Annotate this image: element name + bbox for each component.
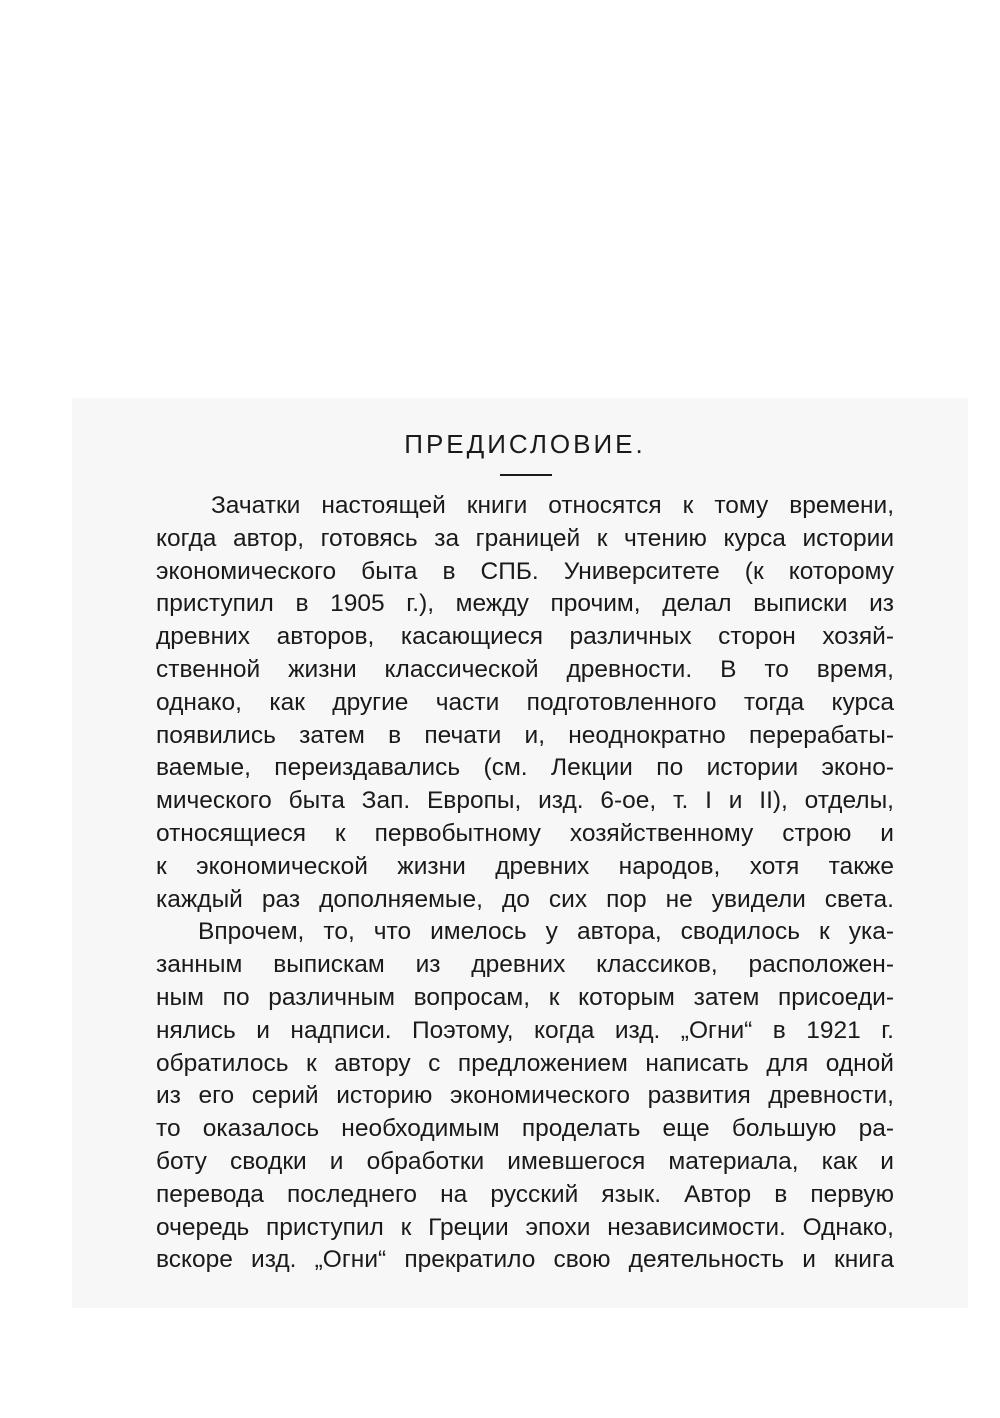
text-line: к экономической жизни древних народов, хотя также: [156, 852, 894, 880]
page-title: ПРЕДИСЛОВИЕ.: [404, 429, 646, 459]
text-line: из его серий историю экономического развития древности,: [156, 1082, 894, 1110]
text-line: ным по различным вопросам, к которым затем присоеди-: [156, 983, 894, 1011]
text-line: однако, как другие части подготовленного тогда курса: [156, 688, 894, 716]
text-line: Впрочем, то, что имелось у автора, сводилось к ука-: [198, 918, 894, 946]
text-line: ваемые, переиздавались (см. Лекции по истории эконо-: [156, 754, 894, 782]
text-line: приступил в 1905 г.), между прочим, делал выписки из: [156, 590, 894, 618]
text-line: боту сводки и обработки имевшегося материала, как и: [156, 1147, 894, 1175]
text-line: мического быта Зап. Европы, изд. 6-ое, т. I и II), отделы,: [156, 787, 894, 815]
preface-text: [156, 490, 894, 1277]
text-line: ственной жизни классической древности. В то время,: [156, 655, 894, 683]
text-line: когда автор, готовясь за границей к чтению курса истории: [156, 524, 894, 552]
text-line: то оказалось необходимым проделать еще большую ра-: [156, 1115, 894, 1143]
text-line: занным выпискам из древних классиков, расположен-: [156, 951, 894, 979]
text-line: экономического быта в СПБ. Университете (к которому: [156, 557, 894, 585]
text-line: Зачатки настоящей книги относятся к тому времени,: [211, 492, 894, 519]
title-divider: [500, 474, 552, 476]
text-line: обратилось к автору с предложением написать для одной: [156, 1049, 894, 1077]
text-line: перевода последнего на русский язык. Автор в первую: [156, 1180, 894, 1208]
text-line: каждый раз дополняемые, до сих пор не увидели света.: [156, 885, 894, 913]
text-line: древних авторов, касающиеся различных сторон хозяй-: [156, 623, 894, 651]
text-line: появились затем в печати и, неоднократно перерабаты-: [156, 721, 894, 749]
text-line: относящиеся к первобытному хозяйственному строю и: [156, 819, 894, 847]
text-line: очередь приступил к Греции эпохи независимости. Однако,: [156, 1213, 894, 1241]
text-line: нялись и надписи. Поэтому, когда изд. „Огни“ в 1921 г.: [156, 1016, 894, 1044]
text-line: вскоре изд. „Огни“ прекратило свою деятельность и книга: [156, 1246, 894, 1274]
